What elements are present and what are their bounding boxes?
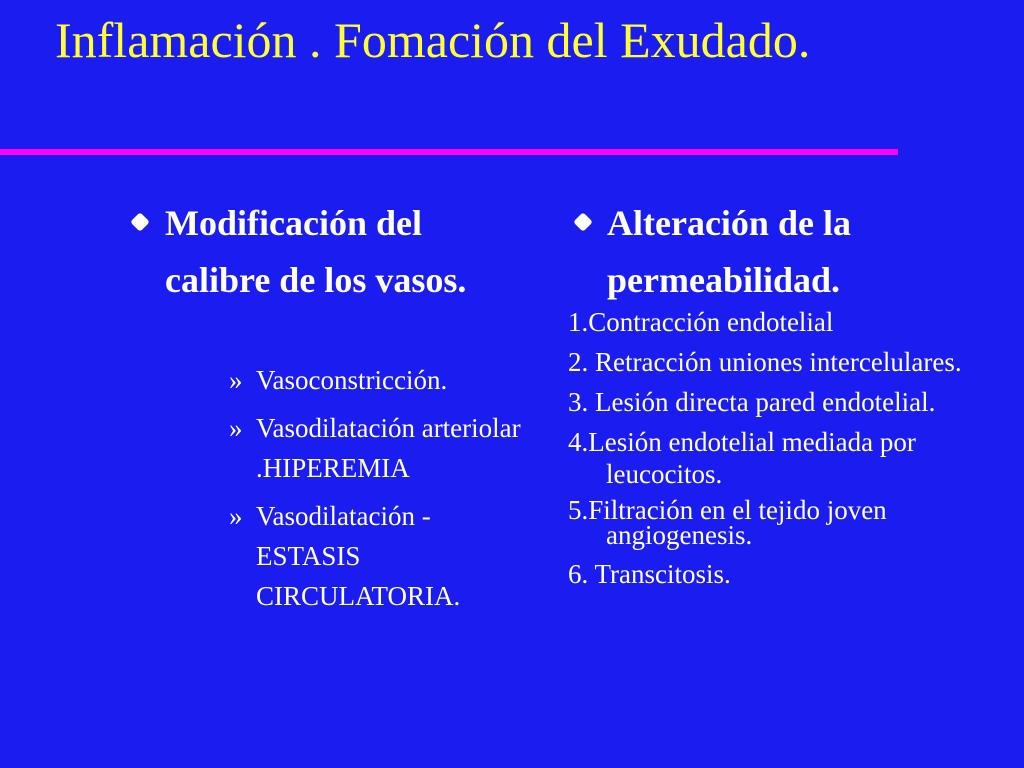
right-numbered-list bbox=[568, 306, 988, 598]
left-subitem bbox=[229, 496, 529, 616]
chevron-marker-icon: » bbox=[229, 365, 243, 395]
right-list-item: 3. Lesión directa pared endotelial. bbox=[568, 387, 936, 417]
chevron-marker-icon: » bbox=[229, 501, 243, 531]
title-divider bbox=[0, 149, 898, 155]
slide-title: Inflamación . Fomación del Exudado. bbox=[55, 12, 811, 68]
diamond-bullet-icon bbox=[573, 212, 593, 232]
right-list-item: 1.Contracción endotelial bbox=[568, 307, 834, 337]
left-subitem-text: Vasodilatación - ESTASIS CIRCULATORIA. bbox=[256, 501, 461, 611]
right-list-item: 4.Lesión endotelial mediada por leucocitos. bbox=[568, 427, 916, 489]
chevron-marker-icon: » bbox=[229, 413, 243, 443]
right-bullet-heading: Alteración de la permeabilidad. bbox=[607, 203, 851, 300]
right-list-item: 6. Transcitosis. bbox=[568, 559, 731, 589]
left-subitem-list bbox=[229, 360, 529, 624]
diamond-bullet-icon bbox=[130, 212, 150, 232]
left-subitem bbox=[229, 360, 529, 400]
left-subitem bbox=[229, 408, 529, 488]
left-subitem-text: Vasoconstricción. bbox=[256, 365, 448, 395]
left-subitem-text: Vasodilatación arteriolar .HIPEREMIA bbox=[256, 413, 521, 483]
right-list-item: 5.Filtración en el tejido joven angiogenesis. bbox=[568, 495, 887, 550]
right-list-item: 2. Retracción uniones intercelulares. bbox=[568, 347, 962, 377]
left-bullet-heading: Modificación del calibre de los vasos. bbox=[165, 203, 467, 300]
